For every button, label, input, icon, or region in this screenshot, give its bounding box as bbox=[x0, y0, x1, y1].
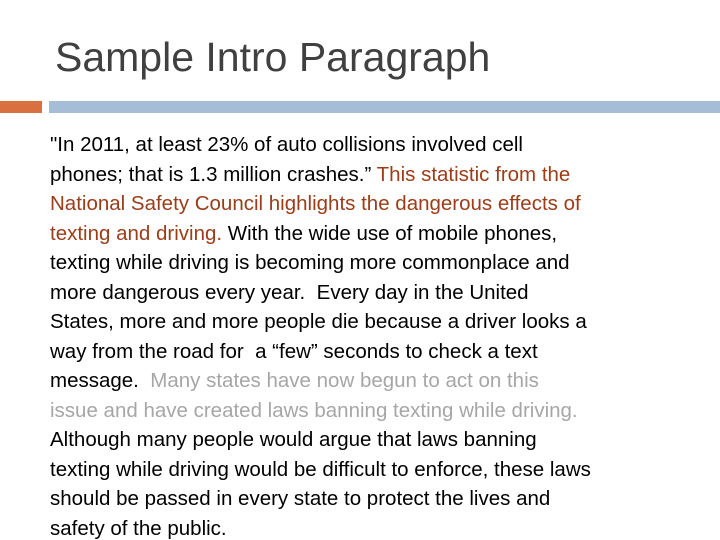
counterpoint-text: Many states have now begun to act on this bbox=[150, 369, 539, 392]
thesis-text: should be passed in every state to protect the lives and bbox=[50, 487, 551, 510]
paragraph-line-5 bbox=[50, 248, 700, 278]
paragraph-line-14 bbox=[50, 514, 700, 540]
thesis-text: Although many people would argue that laws banning bbox=[50, 428, 537, 451]
paragraph-line-12 bbox=[50, 455, 700, 485]
paragraph-line-11 bbox=[50, 425, 700, 455]
paragraph-line-10 bbox=[50, 396, 700, 426]
paragraph-line-2 bbox=[50, 160, 700, 190]
paragraph-line-9 bbox=[50, 366, 700, 396]
thesis-text: texting while driving would be difficult to enforce, these laws bbox=[50, 457, 591, 481]
thesis-text: safety of the public. bbox=[50, 516, 227, 540]
body-text: With the wide use of mobile phones, bbox=[222, 221, 558, 245]
paragraph-line-8 bbox=[50, 337, 700, 367]
paragraph-line-13 bbox=[50, 484, 700, 514]
hook-quote-text: "In 2011, at least 23% of auto collisions involved cell bbox=[50, 133, 523, 156]
body-text: more dangerous every year. Every day in the United bbox=[50, 280, 529, 304]
hook-quote-text: phones; that is 1.3 million crashes.” bbox=[50, 162, 377, 186]
body-text: message. bbox=[50, 369, 151, 392]
paragraph-line-6 bbox=[50, 278, 700, 308]
source-highlight-text: This statistic from the bbox=[376, 162, 571, 186]
paragraph-line-7 bbox=[50, 307, 700, 337]
source-highlight-text: texting and driving. bbox=[50, 221, 223, 245]
body-text: States, more and more people die because a driver looks a bbox=[50, 310, 587, 333]
paragraph-line-4 bbox=[50, 219, 700, 249]
counterpoint-text: issue and have created laws banning texting while driving. bbox=[50, 398, 578, 422]
paragraph-line-1 bbox=[50, 130, 700, 160]
paragraph-line-3 bbox=[50, 189, 700, 219]
slide-title: Sample Intro Paragraph bbox=[55, 34, 491, 80]
body-text: texting while driving is becoming more commonplace and bbox=[50, 251, 570, 274]
source-highlight-text: National Safety Council highlights the dangerous effects of bbox=[50, 192, 581, 215]
title-accent-block bbox=[0, 101, 42, 113]
title-rule-bar bbox=[49, 101, 720, 113]
intro-paragraph bbox=[50, 130, 700, 540]
body-text: way from the road for a “few” seconds to check a text bbox=[50, 339, 538, 363]
